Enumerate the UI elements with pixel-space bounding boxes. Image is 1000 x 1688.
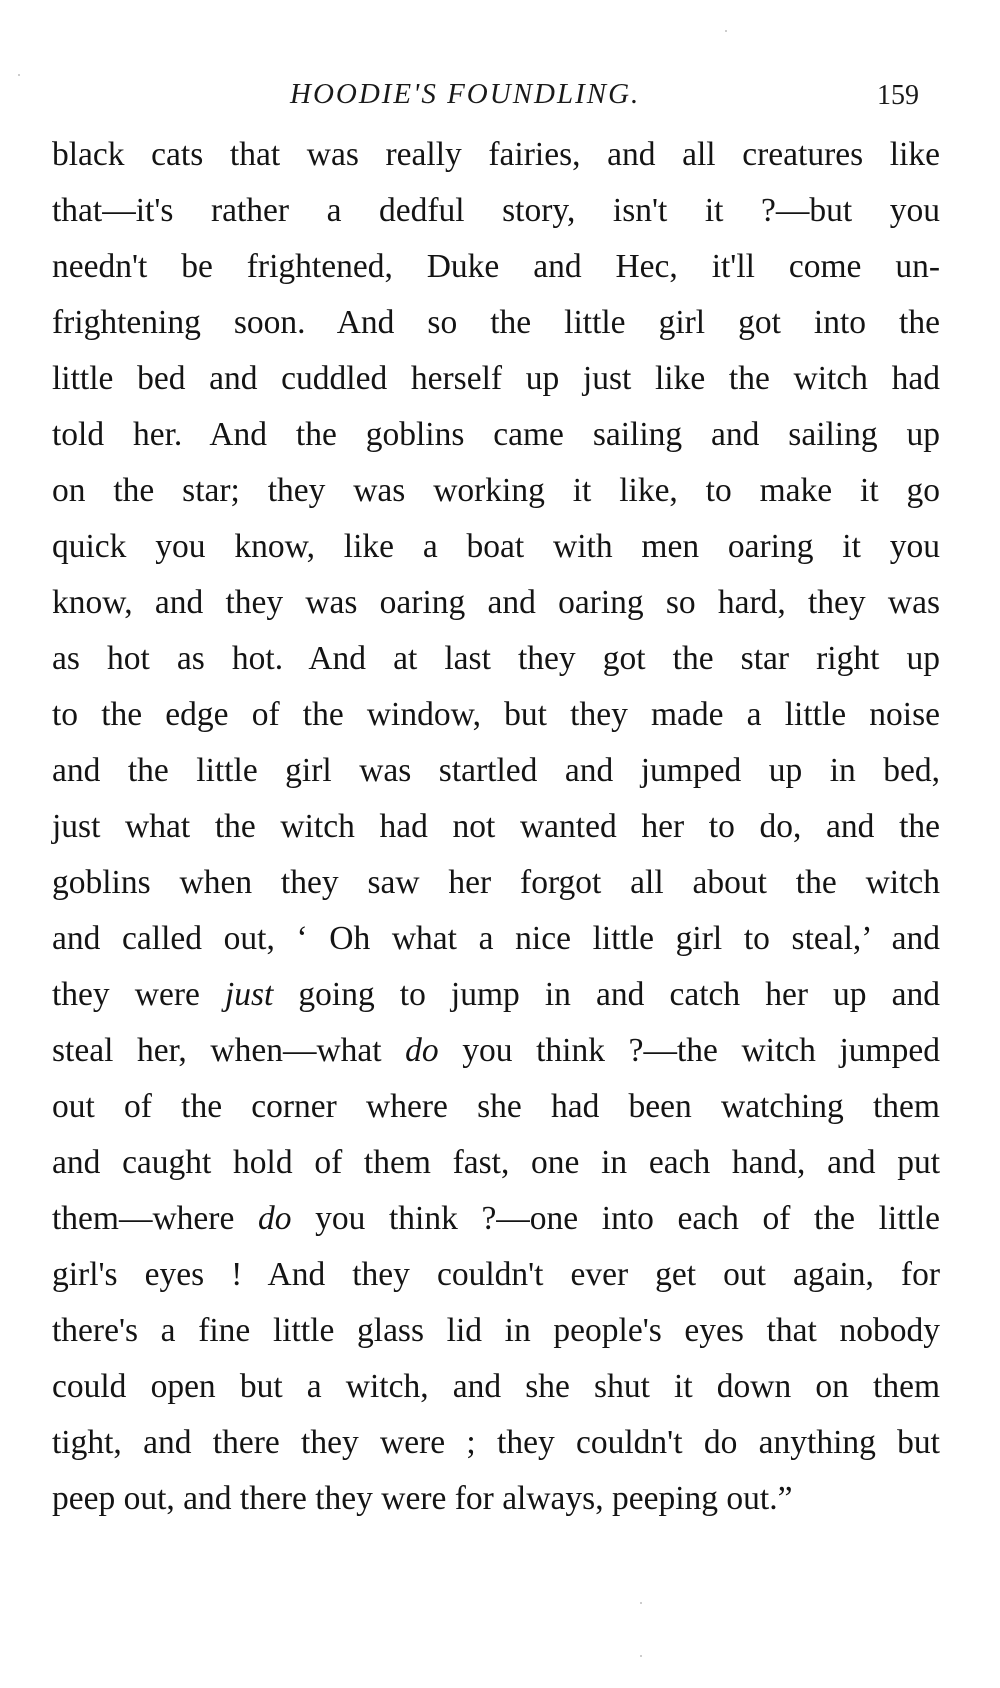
text-line: and caught hold of them fast, one in each hand, and put (52, 1144, 940, 1181)
text-line: just what the witch had not wanted her to do, and the (52, 808, 940, 845)
text-line: they were just going to jump in and catch her up and (52, 976, 940, 1013)
text-line: there's a fine little glass lid in people's eyes that nobody (52, 1312, 940, 1349)
text-line: frightening soon. And so the little girl got into the (52, 304, 940, 341)
text-line: needn't be frightened, Duke and Hec, it'll come un- (52, 248, 940, 285)
emphasized-word: just (224, 976, 274, 1013)
text-line: steal her, when—what do you think ?—the witch jumped (52, 1032, 940, 1069)
emphasized-word: do (405, 1032, 439, 1069)
paper-speck (725, 30, 727, 32)
text-line: tight, and there they were ; they couldn't do anything but (52, 1424, 940, 1461)
emphasized-word: do (257, 1200, 292, 1237)
body-text (52, 127, 940, 1527)
running-title: HOODIE'S FOUNDLING. (290, 78, 641, 110)
text-line: girl's eyes ! And they couldn't ever get out again, for (52, 1256, 940, 1293)
page-number: 159 (877, 80, 919, 111)
text-line: know, and they was oaring and oaring so hard, they was (52, 584, 940, 621)
paper-speck (640, 1602, 642, 1604)
paper-speck (18, 74, 20, 76)
text-line: told her. And the goblins came sailing and sailing up (52, 416, 940, 453)
text-line: and the little girl was startled and jumped up in bed, (52, 752, 940, 789)
text-line: quick you know, like a boat with men oaring it you (52, 528, 940, 565)
text-line: peep out, and there they were for always, peeping out.” (52, 1480, 793, 1517)
text-line: could open but a witch, and she shut it down on them (52, 1368, 940, 1405)
text-line: them—where do you think ?—one into each of the little (52, 1200, 941, 1237)
text-line: that—it's rather a dedful story, isn't it ?—but you (52, 192, 940, 229)
text-line: on the star; they was working it like, to make it go (52, 472, 940, 509)
text-line: black cats that was really fairies, and all creatures like (52, 136, 940, 173)
text-line: and called out, ‘ Oh what a nice little girl to steal,’ and (52, 920, 940, 957)
text-line: goblins when they saw her forgot all about the witch (52, 864, 940, 901)
text-line: as hot as hot. And at last they got the star right up (52, 640, 940, 677)
text-line: out of the corner where she had been watching them (52, 1088, 940, 1125)
text-line: little bed and cuddled herself up just like the witch had (52, 360, 940, 397)
text-line: to the edge of the window, but they made a little noise (52, 696, 940, 733)
paper-speck (640, 1655, 642, 1657)
